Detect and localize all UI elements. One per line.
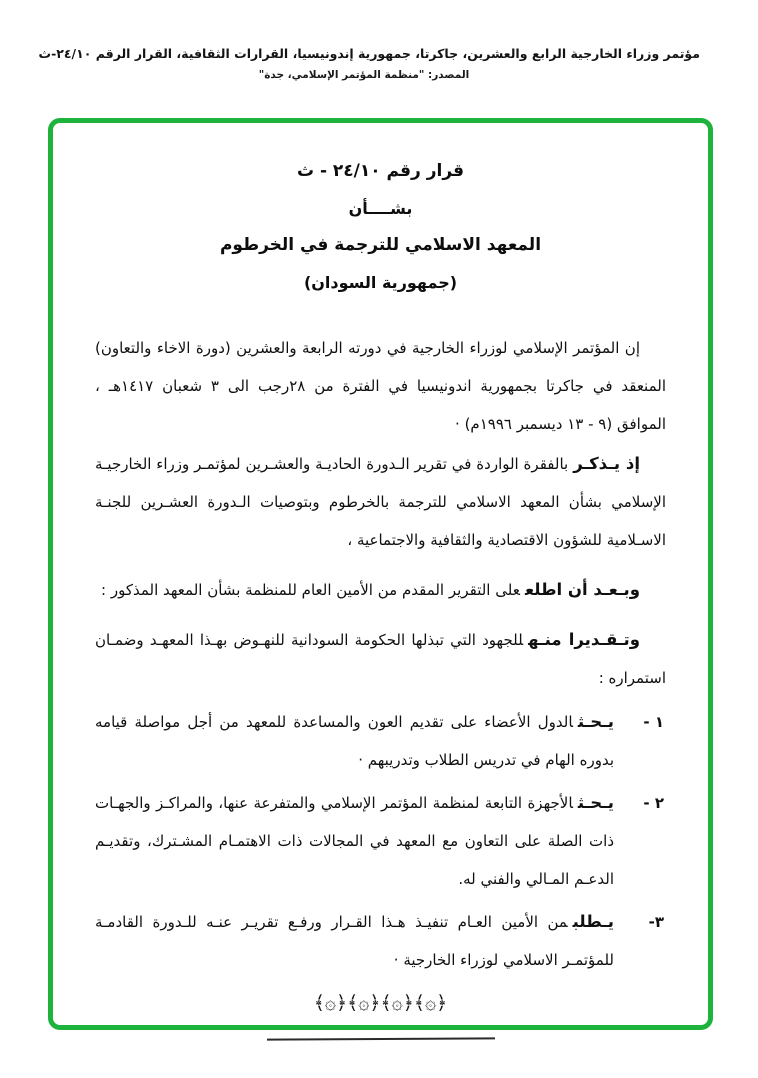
list-item: [95, 903, 666, 979]
header-citation: مؤتمر وزراء الخارجية الرابع والعشرين، جاكرتا، جمهورية إندونيسيا، القرارات الثقافية، القرار الرقم ٢٤/١٠-ث: [38, 46, 700, 61]
header-source: المصدر: "منظمة المؤتمر الإسلامي، جدة": [258, 69, 470, 81]
item-lead: يـحـث: [577, 793, 614, 812]
item-body: الدول الأعضاء على تقديم العون والمساعدة للمعهد من أجل مواصلة قيامه بدوره الهام في تدريس الطلاب وتدريبهم ·: [95, 713, 614, 769]
title-subject: المعهد الاسلامي للترجمة في الخرطوم: [219, 235, 542, 255]
preamble-paragraph-2: [95, 445, 666, 559]
paragraph-text: للجهود التي تبذلها الحكومة السودانية للنهـوض بهـذا المعهـد وضمـان استمراره :: [95, 631, 666, 687]
title-country: (جمهورية السودان): [303, 273, 458, 292]
item-number: ١ -: [643, 713, 664, 731]
resolution-number: قرار رقم ٢٤/١٠ - ث: [296, 161, 465, 181]
green-border-frame: [48, 118, 713, 1030]
document-body: [95, 329, 666, 1040]
item-lead: يـطلب: [572, 912, 614, 931]
paragraph-lead: إذ يـذكـر: [573, 454, 640, 473]
item-lead: يـحـث: [577, 712, 614, 731]
item-text: [95, 703, 614, 779]
paragraph-lead: وبـعـد أن اطلع: [524, 580, 640, 599]
item-number: ٢ -: [643, 794, 664, 812]
paragraph-text: على التقرير المقدم من الأمين العام للمنظمة بشأن المعهد المذكور :: [101, 581, 520, 599]
item-number: ٣-: [648, 913, 664, 931]
list-item: [95, 703, 666, 779]
preamble-paragraph-3: [95, 571, 666, 609]
item-text: [95, 784, 614, 898]
document-header: [0, 0, 758, 81]
list-item: [95, 784, 666, 898]
item-body: من الأمين العـام تنفيـذ هـذا القـرار ورفـع تقريـر عنـه للـدورة القادمـة للمؤتمـر الاسلامي لوزراء الخارجية ·: [95, 913, 614, 969]
preamble-paragraph-1: [95, 329, 666, 443]
paragraph-lead: وتـقـديرا منـه: [528, 630, 640, 649]
resolution-items: [95, 703, 666, 979]
item-text: [95, 903, 614, 979]
title-block: [95, 153, 666, 301]
footer-separator-line: [266, 1037, 494, 1040]
ornament-divider: ﴿۞﴾﴿۞﴾﴿۞﴾﴿۞﴾: [313, 992, 448, 1014]
item-body: الأجهزة التابعة لمنظمة المؤتمر الإسلامي والمتفرعة عنها، والمراكـز والجهـات ذات الصلة على التعاون مع المعهد في المجالات ذات الاهتمـام المشـترك، وتقديـم الدعـم المـالي والفني له.: [95, 794, 614, 888]
paragraph-text: إن المؤتمر الإسلامي لوزراء الخارجية في دورته الرابعة والعشرين (دورة الاخاء والتعاون) المنعقد في جاكرتا بجمهورية اندونيسيا في الفترة من ٢٨رجب الى ٣ شعبان ١٤١٧هـ ، الموافق (٩ - ١٣ ديسمبر ١٩٩٦م) ·: [95, 339, 666, 433]
preamble-paragraph-4: [95, 621, 666, 697]
paragraph-text: بالفقرة الواردة في تقرير الـدورة الحاديـة والعشـرين لمؤتمـر وزراء الخارجيـة الإسلامي بشأن المعهد الاسلامي للترجمة بالخرطوم وبتوصيات الـدورة العشـرين للجنـة الاسـلامية للشؤون الاقتصادية والثقافية والاجتماعية ،: [95, 455, 666, 549]
title-concerning: بشــــأن: [348, 199, 413, 218]
